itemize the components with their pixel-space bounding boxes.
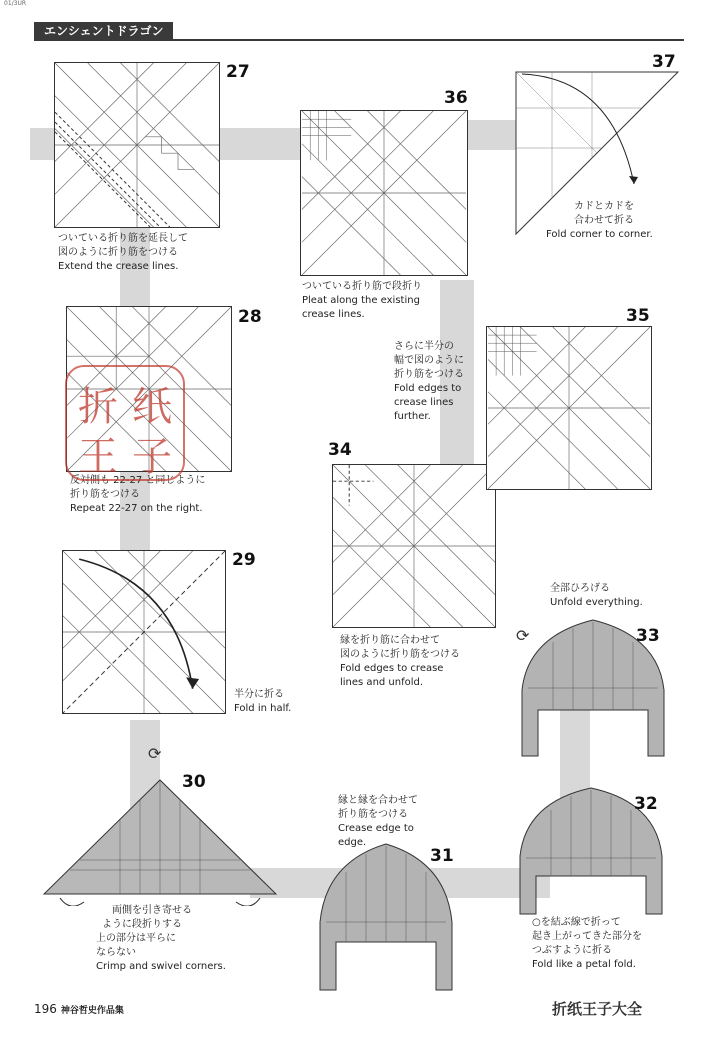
caption-30-jp-3: 上の部分は平らに bbox=[96, 933, 176, 944]
step-number-35: 35 bbox=[626, 306, 650, 326]
caption-28-jp-2: 折り筋をつける bbox=[70, 489, 140, 500]
step-number-37: 37 bbox=[652, 52, 676, 72]
caption-27-jp-1: ついている折り筋を延長して bbox=[58, 233, 188, 244]
caption-28-jp-1: 反対側も 22-27 と同じように bbox=[70, 475, 206, 486]
caption-31-en-1: Crease edge to bbox=[338, 823, 414, 834]
caption-34-en-1: Fold edges to crease bbox=[340, 663, 444, 674]
caption-32 bbox=[532, 916, 642, 972]
caption-31-jp-2: 折り筋をつける bbox=[338, 809, 408, 820]
caption-27-en-1: Extend the crease lines. bbox=[58, 261, 179, 272]
caption-37-jp-1: カドとカドを bbox=[574, 201, 634, 212]
caption-32-jp-3: つぶすように折る bbox=[532, 945, 612, 956]
svg-text:王: 王 bbox=[78, 434, 118, 480]
caption-36-en-1: Pleat along the existing bbox=[302, 295, 420, 306]
diagram-27 bbox=[54, 62, 220, 228]
caption-34-en-2: lines and unfold. bbox=[340, 677, 424, 688]
crease-pattern-34 bbox=[333, 465, 495, 627]
seal-stamp bbox=[62, 362, 188, 484]
step-number-29: 29 bbox=[232, 550, 256, 570]
rotate-arrows-icon: ⟳ bbox=[148, 744, 162, 763]
step-number-32: 32 bbox=[634, 794, 658, 814]
caption-36-jp-1: ついている折り筋で段折り bbox=[302, 281, 422, 292]
caption-30 bbox=[96, 904, 226, 974]
caption-35-en-1: Fold edges to bbox=[394, 383, 462, 394]
caption-35-jp-1: さらに半分の bbox=[394, 341, 454, 352]
caption-28-en-1: Repeat 22-27 on the right. bbox=[70, 503, 203, 514]
caption-36-en-2: crease lines. bbox=[302, 309, 365, 320]
caption-35-en-2: crease lines bbox=[394, 397, 454, 408]
diagram-35 bbox=[486, 326, 652, 490]
step-number-31: 31 bbox=[430, 846, 454, 866]
caption-32-jp-2: 起き上がってきた部分を bbox=[532, 931, 642, 942]
step-number-30: 30 bbox=[182, 772, 206, 792]
caption-35 bbox=[394, 340, 464, 424]
caption-34-jp-1: 縁を折り筋に合わせて bbox=[340, 635, 440, 646]
diagram-30 bbox=[40, 776, 280, 906]
step-number-27: 27 bbox=[226, 62, 250, 82]
caption-33-jp-1: 全部ひろげる bbox=[550, 583, 610, 594]
step-number-33: 33 bbox=[636, 626, 660, 646]
caption-33-en-1: Unfold everything. bbox=[550, 597, 643, 608]
caption-32-en-1: Fold like a petal fold. bbox=[532, 959, 636, 970]
caption-37-en-1: Fold corner to corner. bbox=[546, 229, 653, 240]
svg-text:折: 折 bbox=[78, 384, 118, 430]
caption-30-jp-1: 両側を引き寄せる bbox=[112, 905, 192, 916]
caption-31 bbox=[338, 794, 418, 850]
caption-37 bbox=[546, 200, 653, 242]
crease-pattern-27 bbox=[55, 63, 219, 227]
caption-34 bbox=[340, 634, 460, 690]
svg-text:子: 子 bbox=[132, 434, 172, 480]
step-number-28: 28 bbox=[238, 307, 262, 327]
step-number-36: 36 bbox=[444, 88, 468, 108]
caption-27 bbox=[58, 232, 188, 274]
page-number: 196 bbox=[34, 1002, 57, 1016]
book-title: 神谷哲史作品集 bbox=[60, 1006, 124, 1016]
diagram-34 bbox=[332, 464, 496, 628]
caption-37-jp-2: 合わせて折る bbox=[574, 215, 634, 226]
caption-30-en-1: Crimp and swivel corners. bbox=[96, 961, 226, 972]
page-header bbox=[34, 22, 684, 40]
caption-30-jp-2: ように段折りする bbox=[102, 919, 182, 930]
watermark-text: 折纸王子大全 bbox=[552, 1000, 643, 1018]
caption-31-en-2: edge. bbox=[338, 837, 367, 848]
corner-mark: 01/3UR bbox=[4, 0, 27, 7]
step-number-34: 34 bbox=[328, 440, 352, 460]
rotate-arrows-icon-2: ⟳ bbox=[516, 626, 530, 645]
caption-33 bbox=[550, 582, 643, 610]
caption-35-jp-2: 幅で図のように bbox=[394, 355, 464, 366]
caption-31-jp-1: 縁と縁を合わせて bbox=[338, 795, 418, 806]
page-footer bbox=[34, 1002, 124, 1016]
caption-35-en-3: further. bbox=[394, 411, 431, 422]
crease-pattern-35 bbox=[487, 327, 651, 489]
caption-32-jp-1: ○を結ぶ線で折って bbox=[532, 917, 621, 928]
caption-29 bbox=[234, 688, 291, 716]
page-title: エンシェントドラゴン bbox=[34, 22, 173, 40]
caption-36 bbox=[302, 280, 422, 322]
caption-30-jp-4: ならない bbox=[96, 947, 136, 958]
caption-29-jp-1: 半分に折る bbox=[234, 689, 284, 700]
diagram-36 bbox=[300, 110, 468, 276]
diagram-29 bbox=[62, 550, 226, 714]
crease-pattern-36 bbox=[301, 111, 467, 275]
caption-34-jp-2: 図のように折り筋をつける bbox=[340, 649, 460, 660]
crease-pattern-29 bbox=[63, 551, 225, 713]
caption-35-jp-3: 折り筋をつける bbox=[394, 369, 464, 380]
caption-27-jp-2: 図のように折り筋をつける bbox=[58, 247, 178, 258]
header-rule bbox=[34, 39, 684, 41]
svg-text:纸: 纸 bbox=[132, 384, 172, 430]
caption-29-en-1: Fold in half. bbox=[234, 703, 292, 714]
